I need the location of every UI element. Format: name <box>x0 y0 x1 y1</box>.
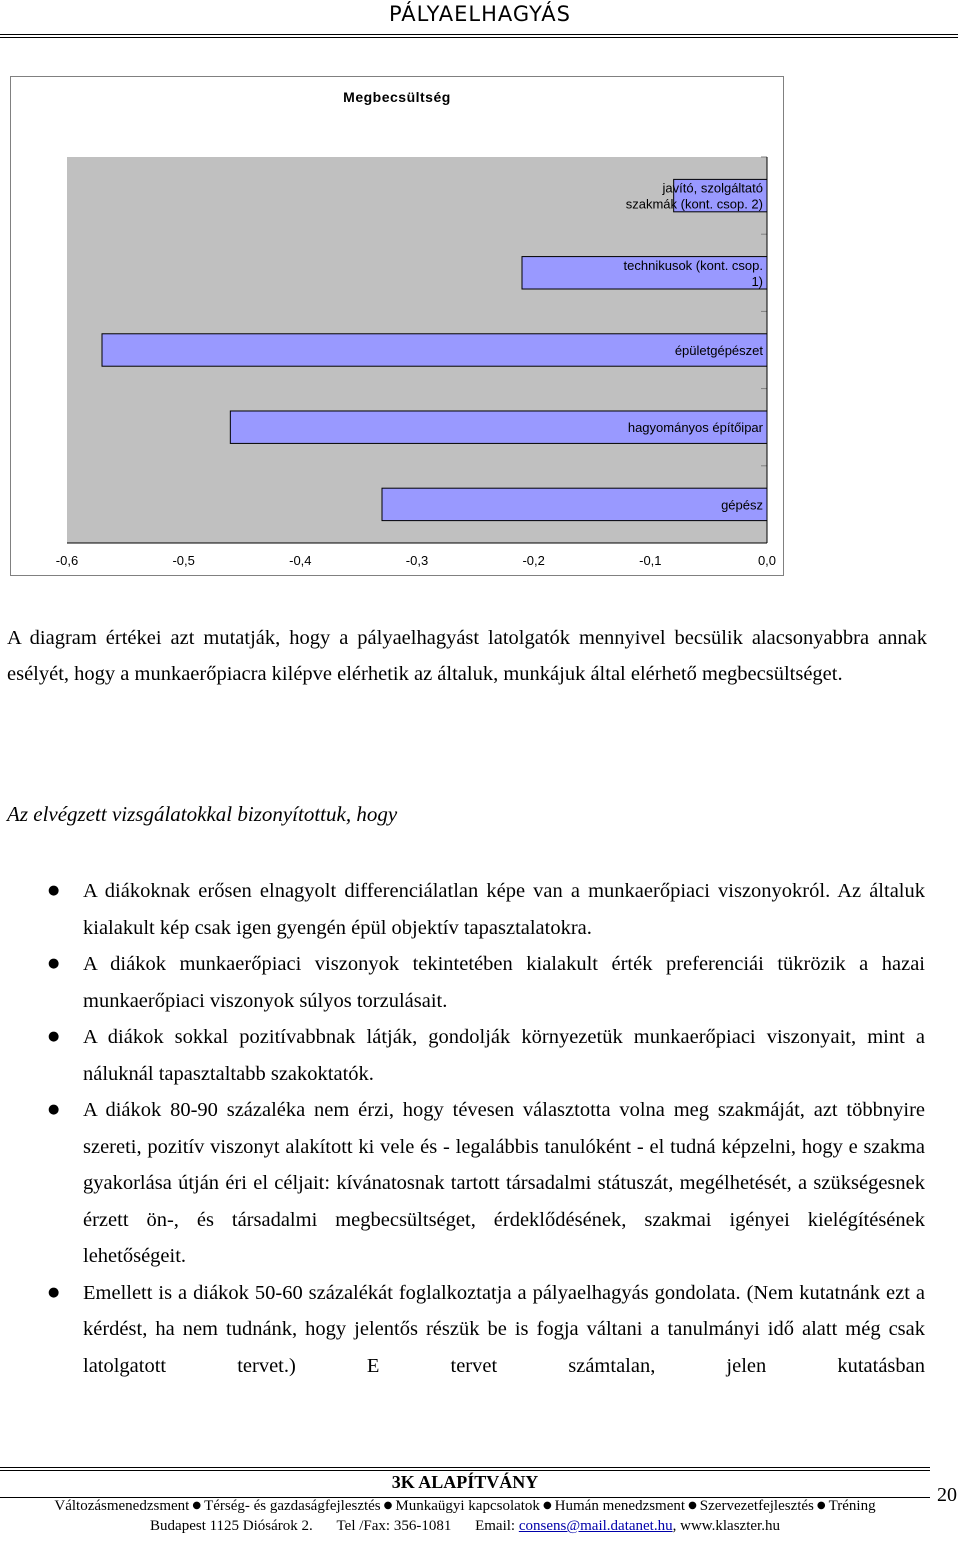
separator-dot: ● <box>542 1500 552 1511</box>
x-tick-label: -0,1 <box>639 553 662 568</box>
x-tick-label: -0,4 <box>289 553 312 568</box>
chart-frame <box>10 76 784 576</box>
x-tick-label: -0,2 <box>522 553 545 568</box>
x-tick-label: -0,6 <box>55 553 79 568</box>
list-item: ● A diákok 80-90 százaléka nem érzi, hogy tévesen választotta volna meg szakmáját, azt többnyire szereti, pozitív viszonyt alakított ki vele és - legalábbis tanulóként - el tudná képzelni, hogy e szakma gyakorlása útján éri el céljait: kívánatosnak tartott társadalmi státuszát, megélhetését, a szükségesnek érzett ön-, és társadalmi megbecsültséget, érdeklődésének, szakmai igényei kielégítésének lehetőségeit. <box>0 1092 925 1275</box>
list-item: ● A diákok sokkal pozitívabbnak látják, gondolják környezetük munkaerőpiaci viszonyait, mint a náluknál tapasztaltabb szakoktatók. <box>0 1019 925 1092</box>
footer-website[interactable]: , www.klaszter.hu <box>672 1518 780 1534</box>
footer-service-item: Humán menedzsment <box>554 1498 686 1514</box>
x-tick-label: 0,0 <box>757 553 777 568</box>
page-number: 20 <box>937 1484 957 1506</box>
footer-email-label: Email: <box>475 1518 516 1534</box>
x-tick-label: -0,5 <box>172 553 195 568</box>
page-header-title: PÁLYAELHAGYÁS <box>388 2 572 26</box>
footer-service-item: Szervezetfejlesztés <box>699 1498 814 1514</box>
header-rule <box>0 37 958 38</box>
footer-phone: Tel /Fax: 356-1081 <box>336 1518 452 1534</box>
bar-label: javító, szolgáltató <box>662 180 763 196</box>
footer-service-item: Tréning <box>828 1498 876 1514</box>
separator-dot: ● <box>383 1500 393 1511</box>
footer-email-link[interactable]: consens@mail.datanet.hu <box>518 1518 673 1534</box>
footer-service-item: Munkaügyi kapcsolatok <box>395 1498 540 1514</box>
footer-service-item: Térség- és gazdaságfejlesztés <box>204 1498 381 1514</box>
bar-label: 1) <box>751 273 763 289</box>
footer-services <box>0 1498 930 1515</box>
footer-foundation-name: 3K ALAPÍTVÁNY <box>391 1472 539 1492</box>
footer-rule <box>0 1467 930 1468</box>
list-item: ● Emellett is a diákok 50-60 százalékát foglalkoztatja a pályaelhagyás gondolata. (Nem kutatnánk ezt a kérdést, ha nem tudnánk, hogy jelentős részük be is fogja váltani a tanulmányi idő alatt még csak latolgatott tervet.) E tervet számtalan, jelen kutatásban <box>0 1275 925 1385</box>
bar-label: szakmák (kont. csop. 2) <box>625 196 763 212</box>
footer-address: Budapest 1125 Diósárok 2. <box>150 1518 313 1534</box>
footer-contact <box>0 1518 930 1535</box>
bar-label: épületgépészet <box>674 343 763 358</box>
separator-dot: ● <box>192 1500 202 1511</box>
chart-title: Megbecsültség <box>343 89 451 105</box>
bar-chart <box>11 77 783 575</box>
intro-paragraph: A diagram értékei azt mutatják, hogy a pályaelhagyást latolgatók mennyivel becsülik alacsonyabbra annak esélyét, hogy a munkaerőpiacra kilépve elérhetik az általuk, munkájuk által elérhető megbecsültséget. <box>7 627 927 685</box>
bar-label: technikusok (kont. csop. <box>623 257 763 273</box>
x-tick-label: -0,3 <box>405 553 429 568</box>
bar <box>382 488 767 520</box>
bar-label: gépész <box>721 497 763 513</box>
header-rule <box>0 34 958 35</box>
bar <box>102 334 767 366</box>
bar-label: hagyományos építőipar <box>627 420 763 436</box>
findings-list <box>0 873 925 1384</box>
section-heading: Az elvégzett vizsgálatokkal bizonyítottuk, hogy <box>7 802 398 826</box>
separator-dot: ● <box>688 1500 697 1511</box>
footer-rule <box>0 1470 930 1471</box>
footer-service-item: Változásmenedzsment <box>54 1498 190 1514</box>
separator-dot: ● <box>816 1500 826 1511</box>
list-item: ● A diákoknak erősen elnagyolt differenciálatlan képe van a munkaerőpiaci viszonyokról. Az általuk kialakult kép csak igen gyengén épül objektív tapasztalatokra. <box>0 873 925 946</box>
list-item: ● A diákok munkaerőpiaci viszonyok tekintetében kialakult érték preferenciái tükrözik a hazai munkaerőpiaci viszonyok súlyos torzulásait. <box>0 946 925 1019</box>
